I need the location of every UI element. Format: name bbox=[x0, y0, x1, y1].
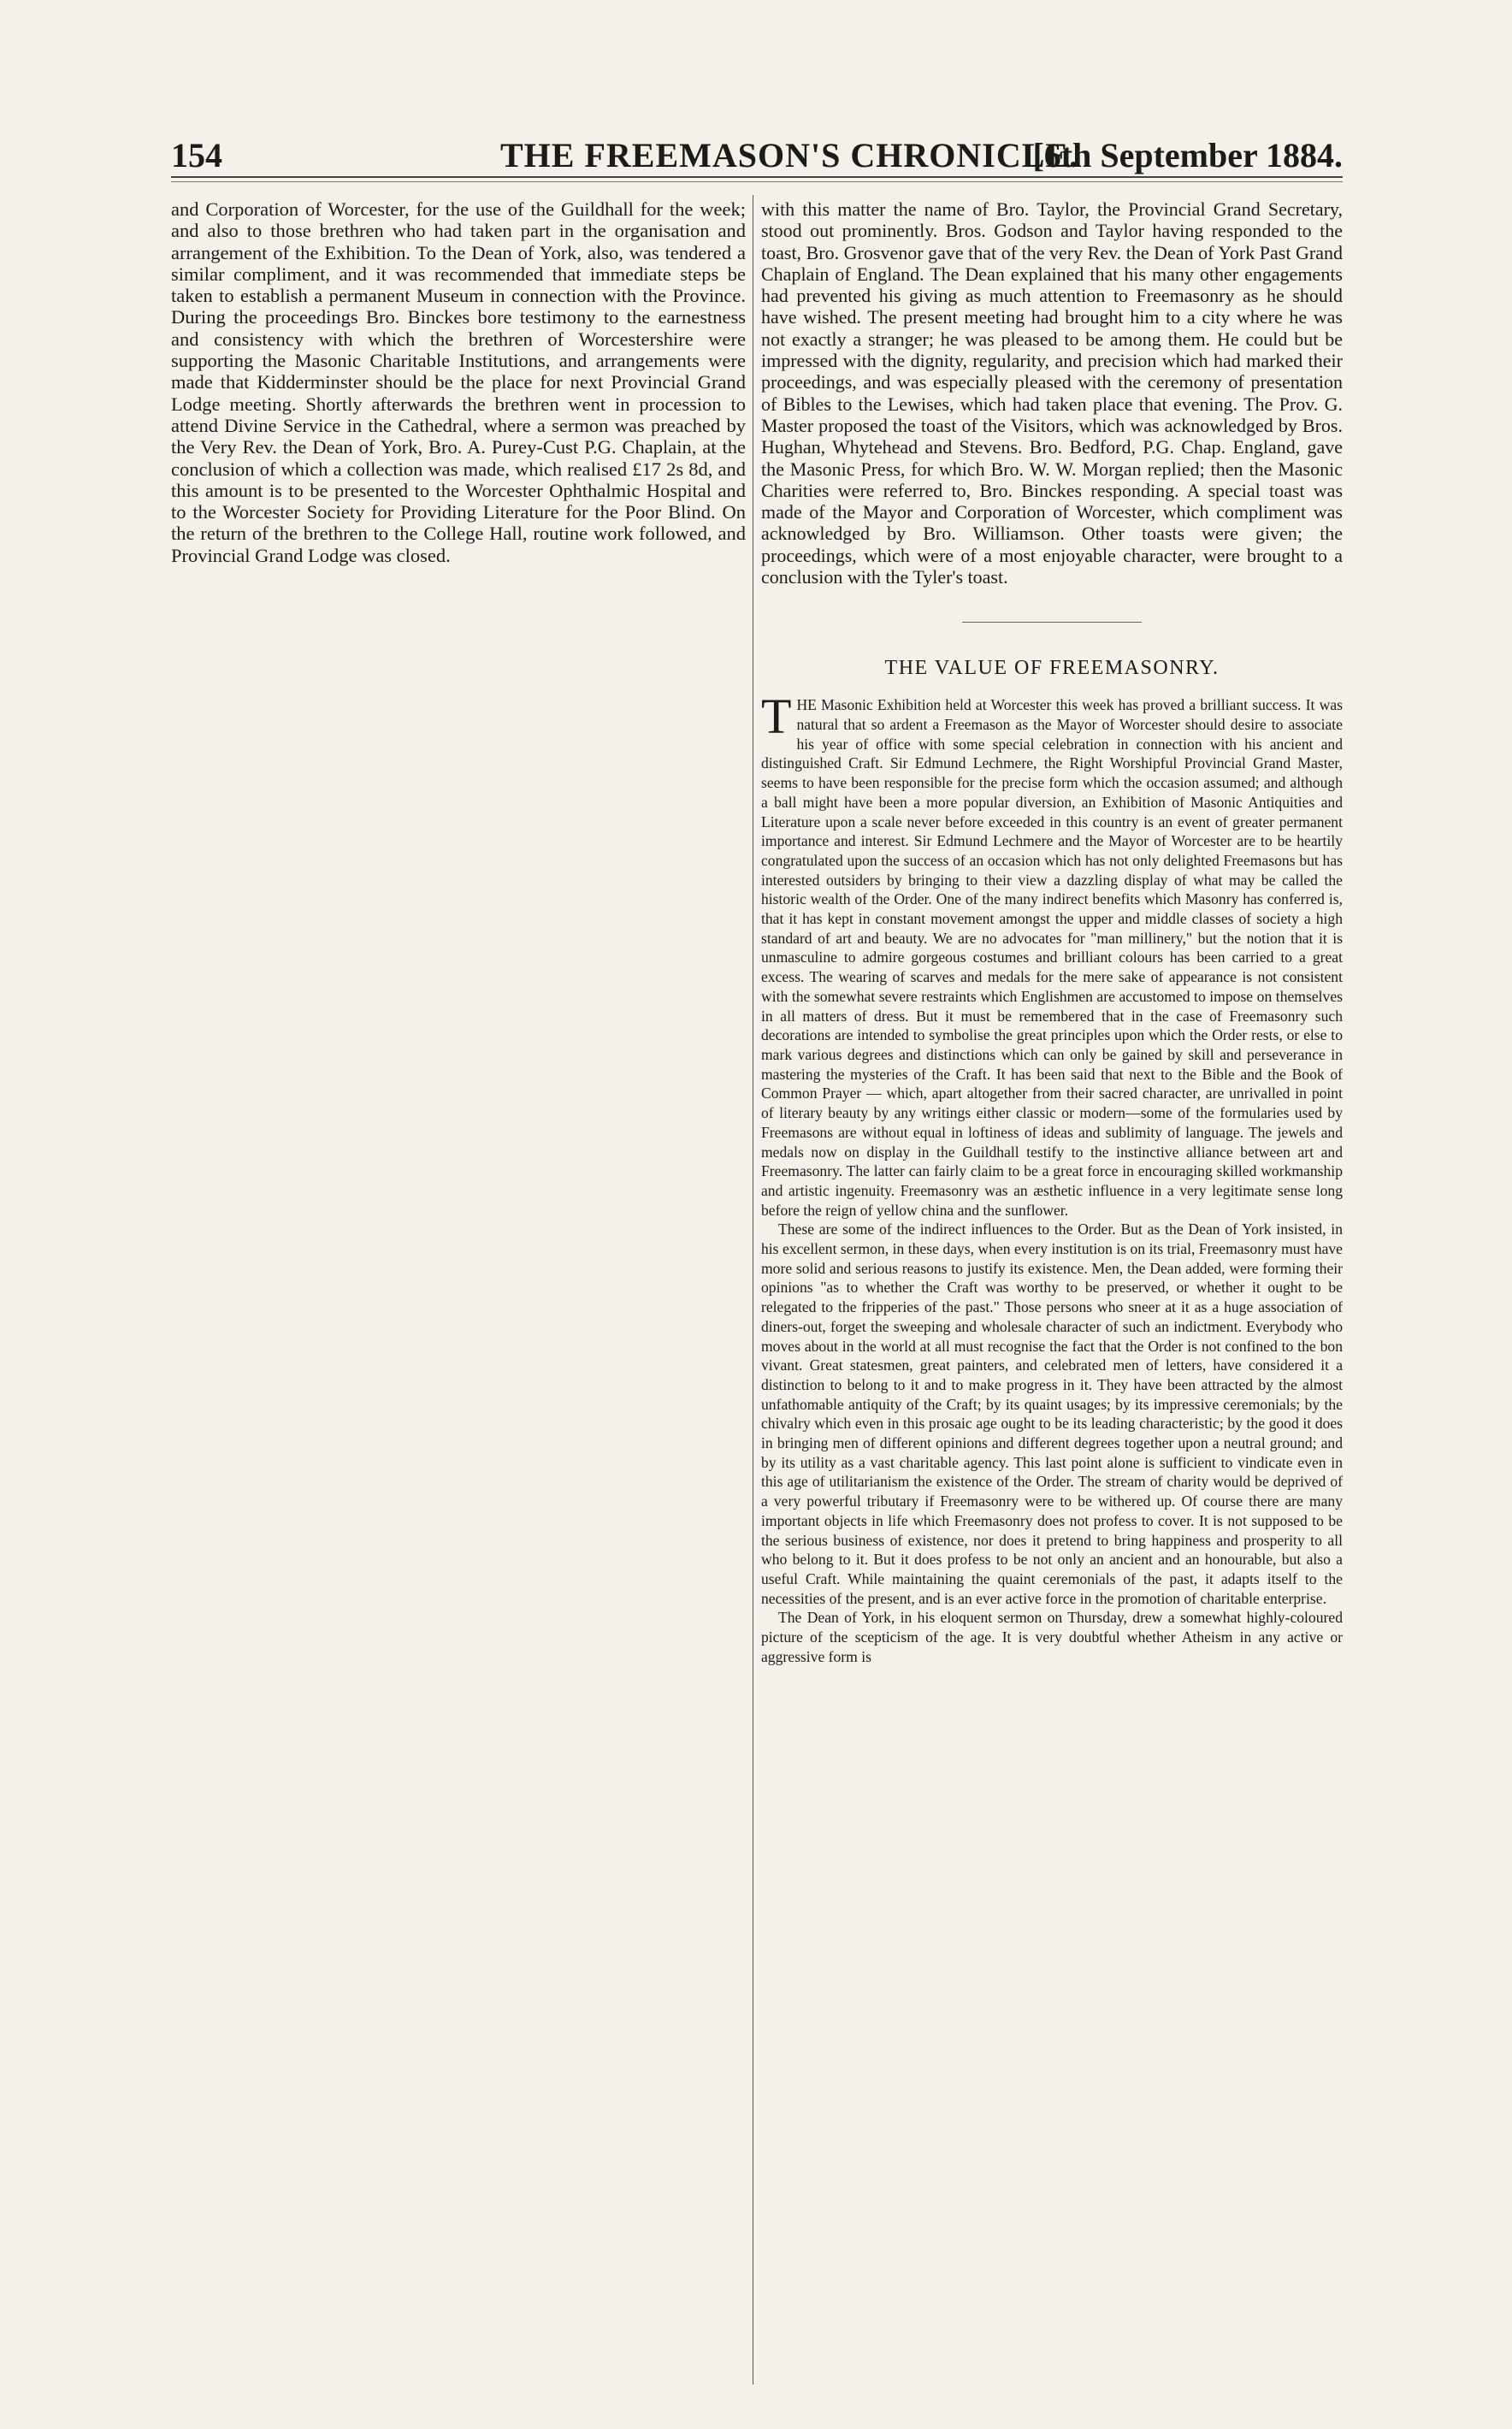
right-column bbox=[761, 198, 1343, 1667]
article-paragraph-1 bbox=[761, 689, 1343, 1220]
header-rule-thin bbox=[171, 181, 1343, 182]
article-paragraph-2: These are some of the indirect influences to the Order. But as the Dean of York insisted, in his excellent sermon, in these days, when every institution is on its trial, Freemasonry must have more solid and serious reasons to justify its existence. Men, the Dean added, were forming their opinions "as to whether the Craft was worthy to be preserved, or whether it ought to be relegated to the fripperies of the past." Those persons who sneer at it as a huge association of diners-out, forget the sweeping and wholesale character of such an indictment. Everybody who moves about in the world at all must recognise the fact that the Order is not confined to the bon vivant. Great statesmen, great painters, and celebrated men of letters, have considered it a distinction to belong to it and to make progress in it. They have been attracted by the almost unfathomable antiquity of the Craft; by its quaint usages; by its impressive ceremonials; by the chivalry which even in this prosaic age ought to be its leading characteristic; by the good it does in bringing men of different opinions and different degrees together upon a neutral ground; and by its utility as a vast charitable agency. This last point alone is sufficient to vindicate even in this age of utilitarianism the existence of the Order. The stream of charity would be deprived of a very powerful tributary if Freemasonry were to be withered up. Of course there are many important objects in life which Freemasonry does not profess to cover. It is not supposed to be the serious business of existence, nor does it pretend to bring happiness and prosperity to all who belong to it. But it does profess to be not only an ancient and an honourable, but also a useful Craft. While maintaining the quaint ceremonials of the past, it adapts itself to the necessities of the present, and is an ever active force in the promotion of charitable enterprise. bbox=[761, 1220, 1343, 1607]
drop-cap: T bbox=[761, 689, 792, 745]
left-paragraph-1: and Corporation of Worcester, for the use of the Guildhall for the week; and also to those brethren who had taken part in the organisation and arrangement of the Exhibition. To the Dean of York, also, was tendered a similar compliment, and it was recommended that immediate steps be taken to establish a permanent Museum in connection with the Province. During the proceedings Bro. Binckes bore testimony to the earnestness and consistency with which the brethren of Worcestershire were supporting the Masonic Charitable Institutions, and arrangements were made that Kidderminster should be the place for next Provincial Grand Lodge meeting. Shortly afterwards the brethren went in procession to attend Divine Service in the Cathedral, where a sermon was preached by the Very Rev. the Dean of York, Bro. A. Purey-Cust P.G. Chaplain, at the conclusion of which a collection was made, which realised £17 2s 8d, and this amount is to be presented to the Worcester Ophthalmic Hospital and to the Worcester Society for Providing Literature for the Poor Blind. On the return of the brethren to the College Hall, routine work followed, and Provincial Grand Lodge was closed. bbox=[171, 198, 746, 566]
page-number: 154 bbox=[171, 136, 222, 174]
right-continuation-paragraph: with this matter the name of Bro. Taylor, the Provincial Grand Secretary, stood out prominently. Bros. Godson and Taylor having responded to the toast, Bro. Grosvenor gave that of the very Rev. the Dean of York Past Grand Chaplain of England. The Dean explained that his many other engagements had prevented his giving as much attention to Freemasonry as he should have wished. The present meeting had brought him to a city where he was not exactly a stranger; he was pleased to be among them. He could but be impressed with the dignity, regularity, and precision which had marked their proceedings, and was especially pleased with the ceremony of presentation of Bibles to the Lewises, which had taken place that evening. The Prov. G. Master proposed the toast of the Visitors, which was acknowledged by Bros. Hughan, Whytehead and Stevens. Bro. Bedford, P.G. Chap. England, gave the Masonic Press, for which Bro. W. W. Morgan replied; then the Masonic Charities were referred to, Bro. Binckes responding. A special toast was made of the Mayor and Corporation of Worcester, which compliment was acknowledged by Bro. Williamson. Other toasts were given; the proceedings, which were of a most enjoyable character, were brought to a conclusion with the Tyler's toast. bbox=[761, 198, 1343, 588]
article-paragraph-1-text: HE Masonic Exhibition held at Worcester this week has proved a brilliant success. It was natural that so ardent a Freemason as the Mayor of Worcester should desire to associate his year of office with some special celebration in connection with his ancient and distinguished Craft. Sir Edmund Lechmere, the Right Worshipful Provincial Grand Master, seems to have been responsible for the precise form which the occasion assumed; and although a ball might have been a more popular diversion, an Exhibition of Masonic Antiquities and Literature upon a scale never before exceeded in this country is an event of greater permanent importance and interest. Sir Edmund Lechmere and the Mayor of Worcester are to be heartily congratulated upon the success of an occasion which has not only delighted Freemasons but has interested outsiders by bringing to their view a dazzling display of what may be called the historic wealth of the Order. One of the many indirect benefits which Masonry has conferred is, that it has kept in constant movement amongst the upper and middle classes of society a high standard of art and beauty. We are no advocates for "man millinery," but the notion that it is unmasculine to admire gorgeous costumes and brilliant colours has been carried to a great excess. The wearing of scarves and medals for the mere sake of appearance is not consistent with the somewhat severe restraints which Englishmen are accustomed to impose on themselves in all matters of dress. But it must be remembered that in the case of Freemasonry such decorations are intended to symbolise the great principles upon which the Order rests, or else to mark various degrees and distinctions which can only be gained by skill and perseverance in mastering the mysteries of the Craft. It has been said that next to the Bible and the Book of Common Prayer — which, apart altogether from their sacred character, are unrivalled in point of literary beauty by any writings either classic or modern—some of the formularies used by Freemasons are without equal in loftiness of ideas and sublimity of language. The jewels and medals now on display in the Guildhall testify to the instinctive alliance between art and Freemasonry. The latter can fairly claim to be a great force in encouraging skilled workmanship and artistic ingenuity. Freemasonry was an æsthetic influence in a very legitimate sense long before the reign of yellow china and the sunflower. bbox=[761, 696, 1343, 1219]
section-divider bbox=[962, 622, 1142, 623]
header-rule bbox=[171, 176, 1343, 178]
issue-date: [6th September 1884. bbox=[1032, 136, 1343, 174]
article-title: THE VALUE OF FREEMASONRY. bbox=[884, 657, 1220, 680]
publication-title: THE FREEMASON'S CHRONICLE. bbox=[500, 136, 1079, 174]
article-body bbox=[761, 689, 1343, 1666]
article-paragraph-3: The Dean of York, in his eloquent sermon on Thursday, drew a somewhat highly-coloured picture of the scepticism of the age. It is very doubtful whether Atheism in any active or aggressive form is bbox=[761, 1609, 1343, 1665]
left-column bbox=[171, 198, 746, 566]
